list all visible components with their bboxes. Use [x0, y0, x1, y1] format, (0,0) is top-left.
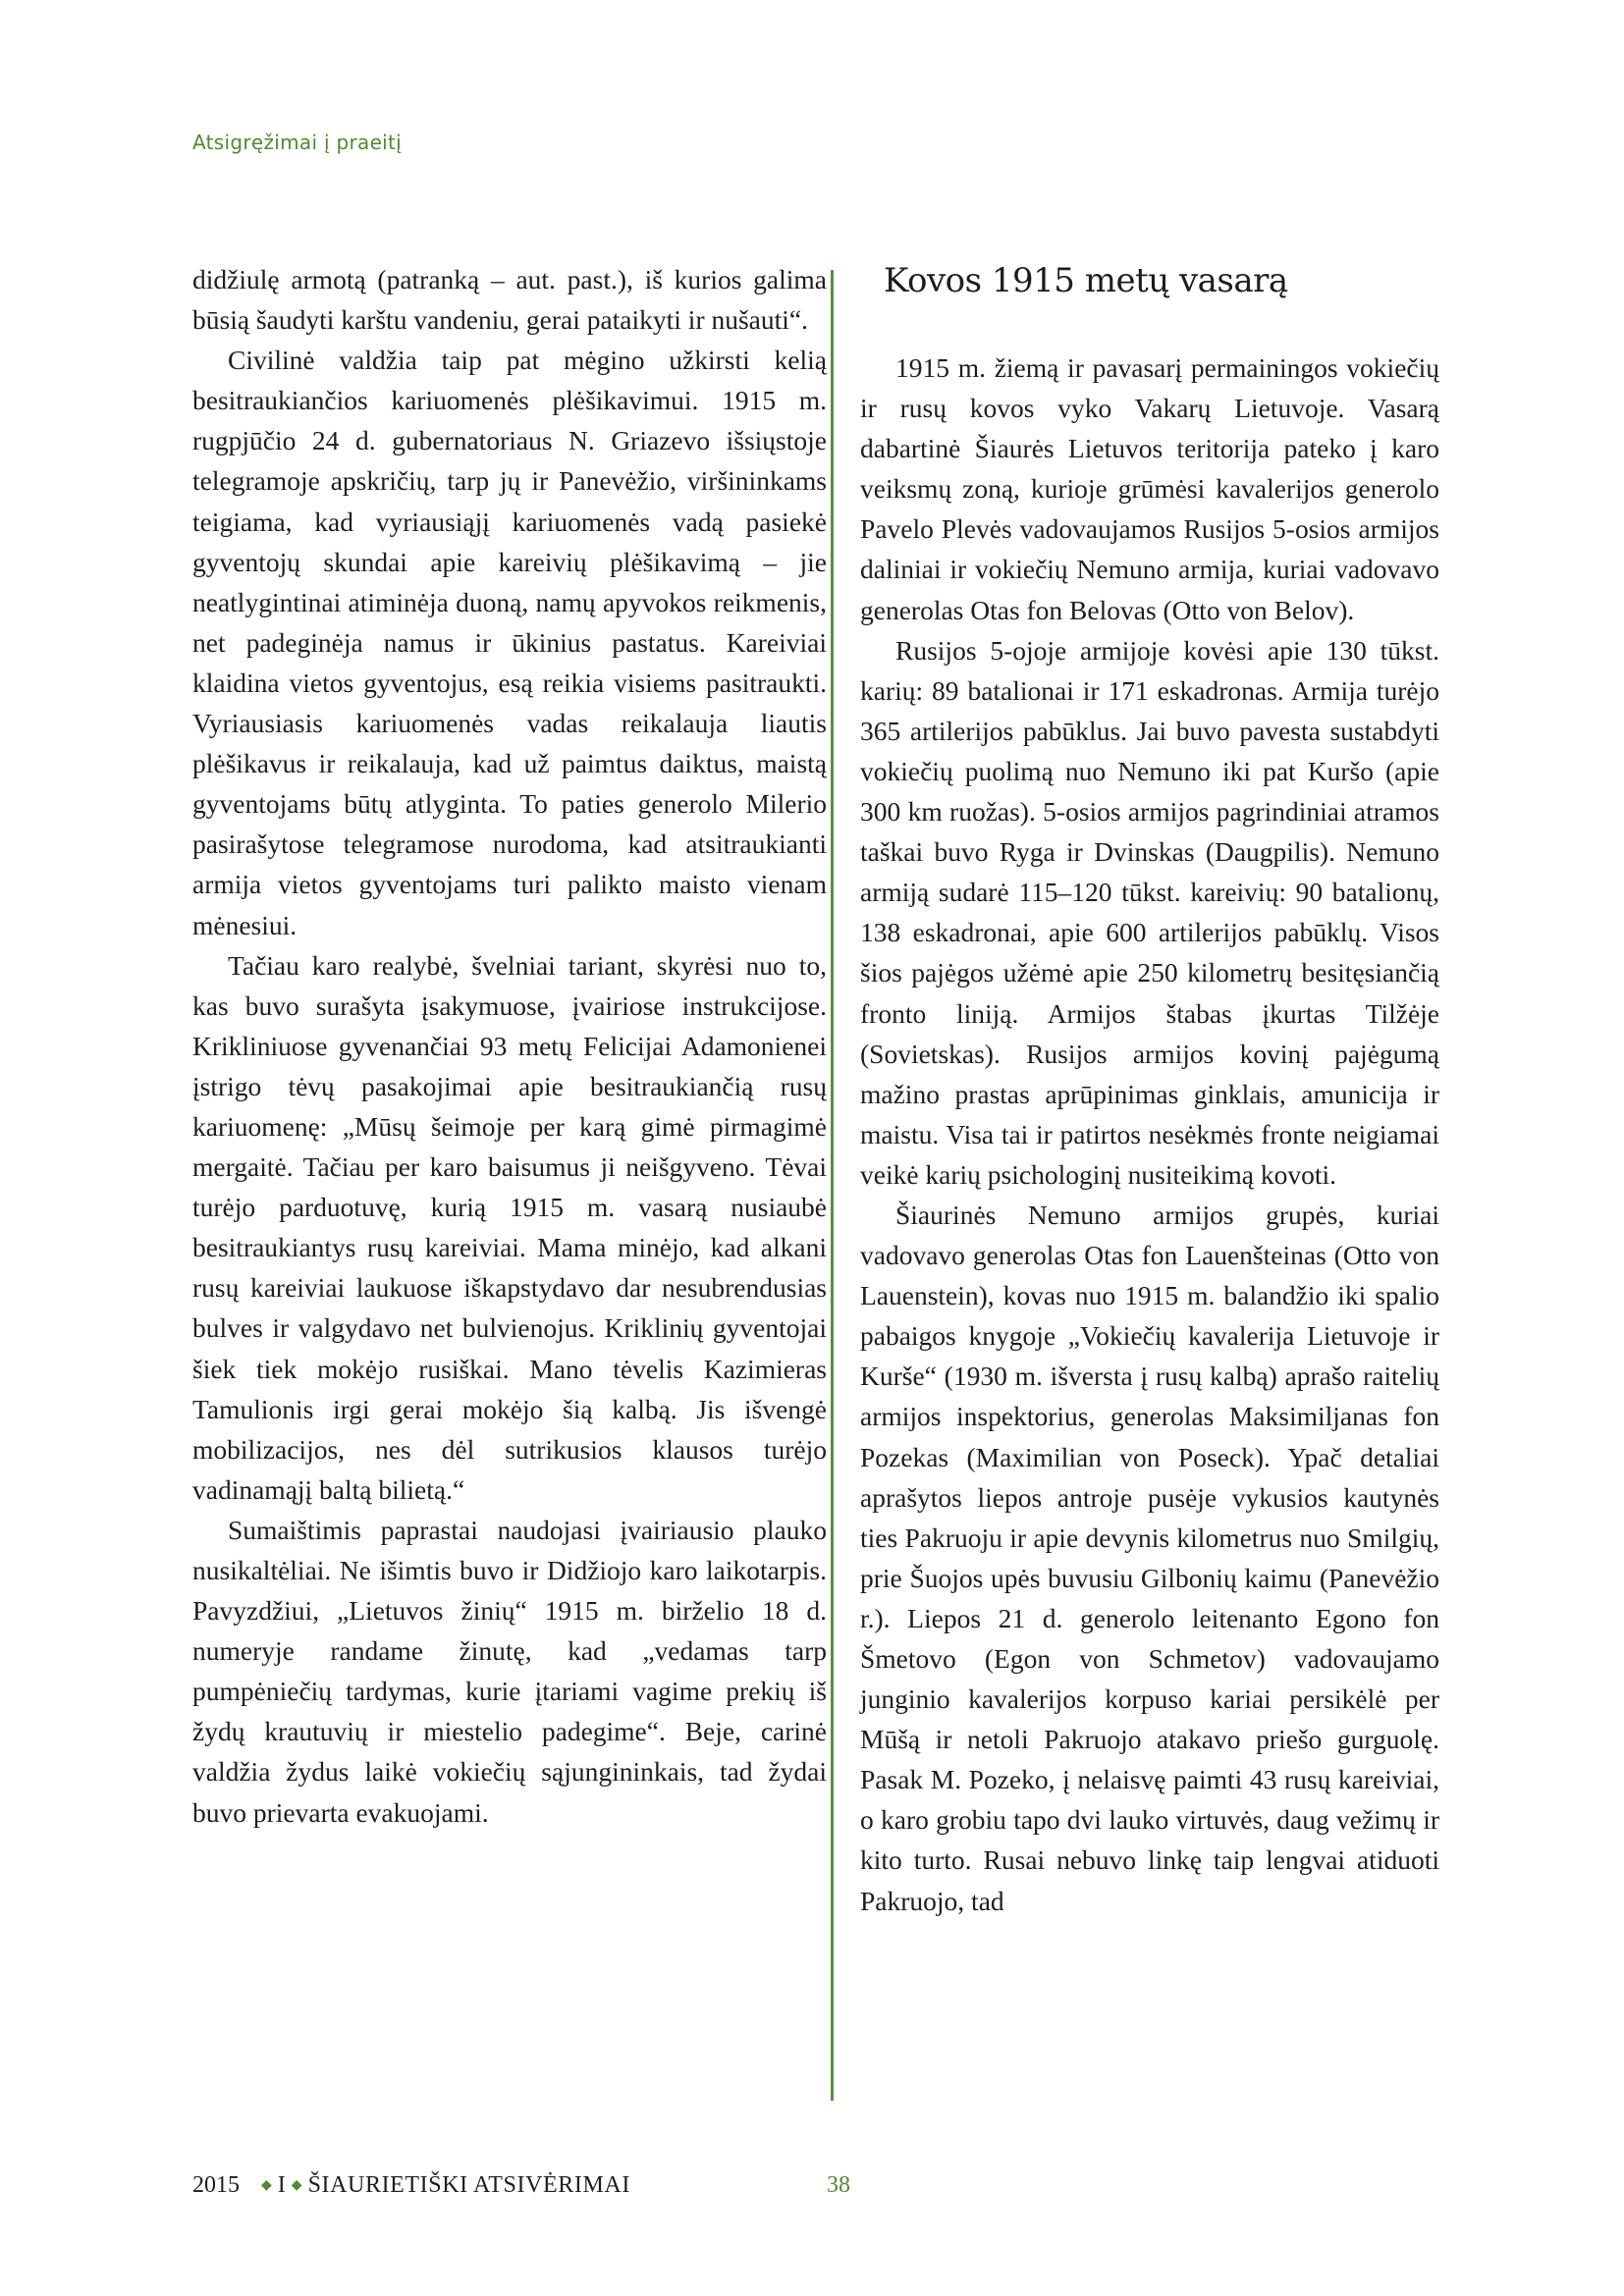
page-number: 38 [827, 2172, 850, 2198]
footer-issue: I [277, 2172, 286, 2198]
footer-journal-title: ŠIAURIETIŠKI ATSIVĖRIMAI [307, 2172, 630, 2198]
diamond-icon: ◆ [291, 2178, 302, 2193]
page-footer [192, 2172, 850, 2199]
paragraph: Civilinė valdžia taip pat mėgino užkirsti kelią besitraukiančios kariuomenės plėšikavimui. 1915 m. rugpjūčio 24 d. gubernatoriaus N. Griazevo išsiųstoje telegramoje apskričių, tarp jų ir Panevėžio, viršininkams teigiama, kad vyriausiąjį kariuomenės vadą pasiekė gyventojų skundai apie kareivių plėšikavimą – jie neatlygintinai atiminėja duoną, namų apyvokos reikmenis, net padeginėja namus ir ūkinius pastatus. Kareiviai klaidina vietos gyventojus, esą reikia visiems pasitraukti. Vyriausiasis kariuomenės vadas reikalauja liautis plėšikavus ir reikalauja, kad už paimtus daiktus, maistą gyventojams būtų atlyginta. To paties generolo Milerio pasirašytose telegramose nurodoma, kad atsitraukianti armija vietos gyventojams turi palikto maisto vienam mėnesiui. [192, 345, 827, 940]
paragraph: Rusijos 5-ojoje armijoje kovėsi apie 130 tūkst. karių: 89 batalionai ir 171 eskadronas. Armija turėjo 365 artilerijos pabūklus. Jai buvo pavesta sustabdyti vokiečių puolimą nuo Nemuno iki pat Kuršo (apie 300 km ruožas). 5-osios armijos pagrindiniai atramos taškai buvo Ryga ir Dvinskas (Daugpilis). Nemuno armiją sudarė 115–120 tūkst. kareivių: 90 batalionų, 138 eskadronai, apie 600 artilerijos pabūklų. Visos šios pajėgos užėmė apie 250 kilometrų besitęsiančią fronto liniją. Armijos štabas įkurtas Tilžėje (Sovietskas). Rusijos armijos kovinį pajėgumą mažino prastas aprūpinimas ginklais, amunicija ir maistu. Visa tai ir patirtos nesėkmės fronte neigiamai veikė karių psichologinį nusiteikimą kovoti. [860, 634, 1439, 1190]
paragraph: didžiulę armotą (patranką – aut. past.), iš kurios galima būsią šaudyti karštu vandeniu, gerai pataikyti ir nušauti“. [192, 264, 827, 336]
footer-year: 2015 [192, 2172, 240, 2198]
right-column [860, 259, 1439, 1921]
paragraph: Tačiau karo realybė, švelniai tariant, skyrėsi nuo to, kas buvo surašyta įsakymuose, įvairiose instrukcijose. Krikliniuose gyvenančiai 93 metų Felicijai Adamonienei įstrigo tėvų pasakojimai apie besitraukiančią rusų kariuomenę: „Mūsų šeimoje per karą gimė pirmagimė mergaitė. Tačiau per karo baisumus ji neišgyveno. Tėvai turėjo parduotuvę, kurią 1915 m. vasarą nusiaubė besitraukiantys rusų kareiviai. Mama minėjo, kad alkani rusų kareiviai laukuose iškapstydavo dar nesubrendusias bulves ir valgydavo net bulvienojus. Kriklinių gyventojai šiek tiek mokėjo rusiškai. Mano tėvelis Kazimieras Tamulionis irgi gerai mokėjo šią kalbą. Jis išvengė mobilizacijos, nes dėl sutrikusios klausos turėjo vadinamąjį baltą bilietą.“ [192, 949, 827, 1505]
paragraph: Sumaištimis paprastai naudojasi įvairiausio plauko nusikaltėliai. Ne išimtis buvo ir Didžiojo karo laikotarpis. Pavyzdžiui, „Lietuvos žinių“ 1915 m. birželio 18 d. numeryje randame žinutę, kad „vedamas tarp pumpėniečių tardymas, kurie įtariami vagime prekių iš žydų krautuvių ir miestelio padegime“. Beje, carinė valdžia žydus laikė vokiečių sąjungininkais, tad žydai buvo prievarta evakuojami. [192, 1514, 827, 1828]
running-header: Atsigręžimai į praeitį [192, 131, 403, 154]
paragraph: 1915 m. žiemą ir pavasarį permainingos vokiečių ir rusų kovos vyko Vakarų Lietuvoje. Vasarą dabartinė Šiaurės Lietuvos teritorija pateko į karo veiksmų zoną, kurioje grūmėsi kavalerijos generolo Pavelo Plevės vadovaujamos Rusijos 5-osios armijos daliniai ir vokiečių Nemuno armija, kuriai vadovavo generolas Otas fon Belovas (Otto von Belov). [860, 352, 1439, 625]
diamond-icon: ◆ [261, 2178, 272, 2193]
paragraph: Šiaurinės Nemuno armijos grupės, kuriai vadovavo generolas Otas fon Lauenšteinas (Otto von Lauenstein), kovas nuo 1915 m. balandžio iki spalio pabaigos knygoje „Vokiečių kavalerija Lietuvoje ir Kurše“ (1930 m. išversta į rusų kalbą) aprašo raitelių armijos inspektorius, generolas Maksimiljanas fon Pozekas (Maximilian von Poseck). Ypač detaliai aprašytos liepos antroje pusėje vykusios kautynės ties Pakruoju ir apie devynis kilometrus nuo Smilgių, prie Šuojos upės buvusiu Gilbonių kaimu (Panevėžio r.). Liepos 21 d. generolo leitenanto Egono fon Šmetovo (Egon von Schmetov) vadovaujamo junginio kavalerijos korpuso kariai persikėlė per Mūšą ir netoli Pakruojo atakavo priešo gurguolę. Pasak M. Pozeko, į nelaisvę paimti 43 rusų kareiviai, o karo grobiu tapo dvi lauko virtuvės, daug vežimų ir kito turto. Rusai nebuvo linkę taip lengvai atiduoti Pakruojo, tad [860, 1199, 1439, 1916]
column-divider [831, 270, 834, 2101]
left-column [192, 259, 827, 1833]
section-heading: Kovos 1915 metų vasarą [884, 261, 1288, 300]
